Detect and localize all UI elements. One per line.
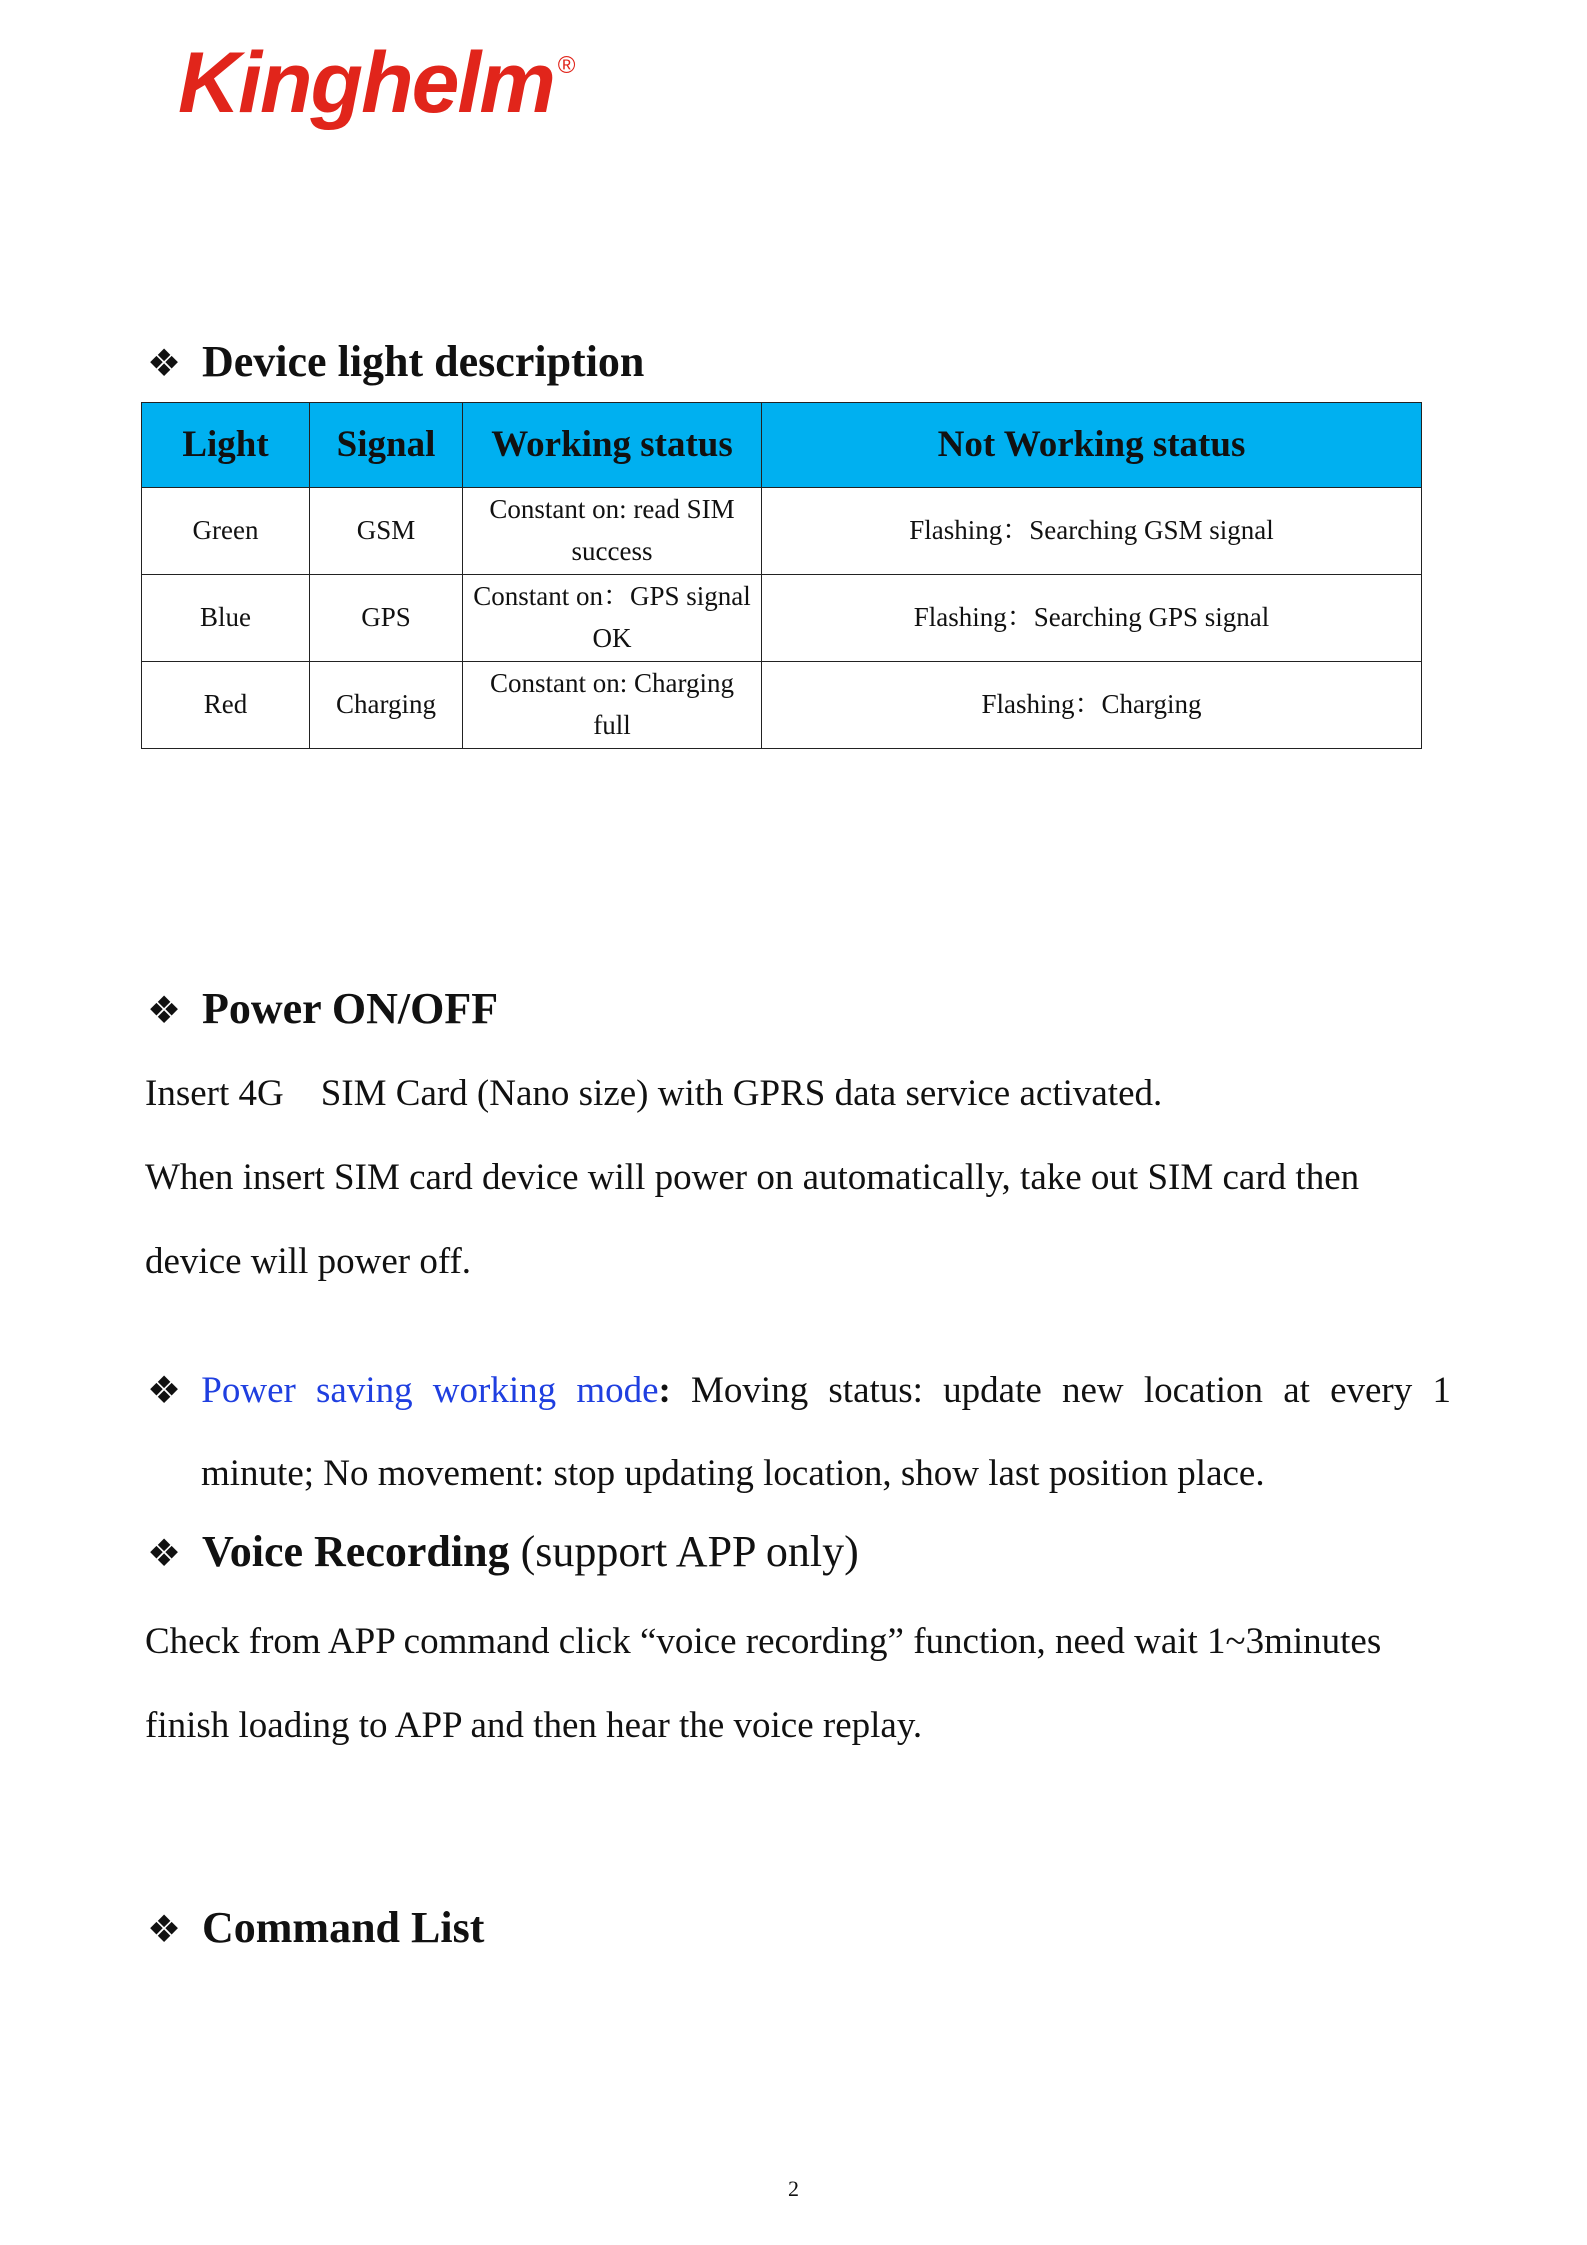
working-status-cell: Constant on：GPS signal OK — [463, 575, 762, 662]
brand-logo — [178, 35, 576, 131]
power-saving-label-word: saving — [316, 1370, 413, 1411]
table-header-row — [142, 403, 1422, 488]
signal-cell: GPS — [310, 575, 463, 662]
power-saving-word: 1 — [1432, 1370, 1451, 1411]
voice-paragraph-line: Check from APP command click “voice recording” function, need wait 1~3minutes — [145, 1621, 1382, 1662]
power-saving-label-tail: mode: — [576, 1370, 671, 1411]
table-row — [142, 575, 1422, 662]
heading-text: Voice Recording — [202, 1527, 510, 1576]
section-heading-power — [147, 984, 499, 1033]
section-heading-voice — [147, 1527, 859, 1576]
column-header-not-working-status: Not Working status — [762, 403, 1422, 488]
device-light-table — [141, 402, 1422, 749]
diamond-bullet-icon: ❖ — [147, 343, 182, 385]
heading-text: Power ON/OFF — [202, 984, 499, 1033]
column-header-working-status: Working status — [463, 403, 762, 488]
section-heading-command — [147, 1903, 485, 1952]
power-saving-word: at — [1283, 1370, 1310, 1411]
not-working-status-cell: Flashing：Searching GPS signal — [762, 575, 1422, 662]
light-cell: Red — [142, 662, 310, 749]
diamond-bullet-icon: ❖ — [147, 1533, 182, 1575]
power-saving-word: new — [1061, 1370, 1124, 1411]
column-header-signal: Signal — [310, 403, 463, 488]
power-saving-label-word: Power — [201, 1370, 296, 1411]
power-saving-line-1 — [147, 1372, 1451, 1410]
power-saving-word: Moving — [691, 1370, 809, 1411]
heading-text: Command List — [202, 1903, 485, 1952]
table-row — [142, 662, 1422, 749]
power-saving-word: status: — [828, 1370, 923, 1411]
section-heading-device-light — [147, 337, 645, 386]
power-saving-word: update — [943, 1370, 1042, 1411]
power-paragraph-line: device will power off. — [145, 1241, 472, 1282]
not-working-status-cell: Flashing：Charging — [762, 662, 1422, 749]
heading-suffix: (support APP only) — [509, 1527, 859, 1576]
power-saving-word: location — [1143, 1370, 1263, 1411]
diamond-bullet-icon: ❖ — [147, 1909, 182, 1951]
signal-cell: Charging — [310, 662, 463, 749]
page-number: 2 — [788, 2176, 799, 2201]
working-status-cell: Constant on: Charging full — [463, 662, 762, 749]
light-cell: Green — [142, 488, 310, 575]
power-saving-label-word: working — [432, 1370, 557, 1411]
signal-cell: GSM — [310, 488, 463, 575]
registered-mark: ® — [557, 52, 576, 79]
logo-text: Kinghelm — [178, 35, 554, 131]
table-row — [142, 488, 1422, 575]
power-saving-word: every — [1330, 1370, 1413, 1411]
power-paragraph-line: Insert 4G SIM Card (Nano size) with GPRS data service activated. — [145, 1073, 1163, 1114]
not-working-status-cell: Flashing：Searching GSM signal — [762, 488, 1422, 575]
heading-text: Device light description — [202, 337, 645, 386]
power-saving-line-2: minute; No movement: stop updating location, show last position place. — [201, 1453, 1265, 1494]
voice-paragraph-line: finish loading to APP and then hear the voice replay. — [145, 1705, 923, 1746]
diamond-bullet-icon: ❖ — [147, 1370, 182, 1412]
light-cell: Blue — [142, 575, 310, 662]
working-status-cell: Constant on: read SIM success — [463, 488, 762, 575]
power-paragraph-line: When insert SIM card device will power on automatically, take out SIM card then — [145, 1157, 1360, 1198]
diamond-bullet-icon: ❖ — [147, 990, 182, 1032]
column-header-light: Light — [142, 403, 310, 488]
